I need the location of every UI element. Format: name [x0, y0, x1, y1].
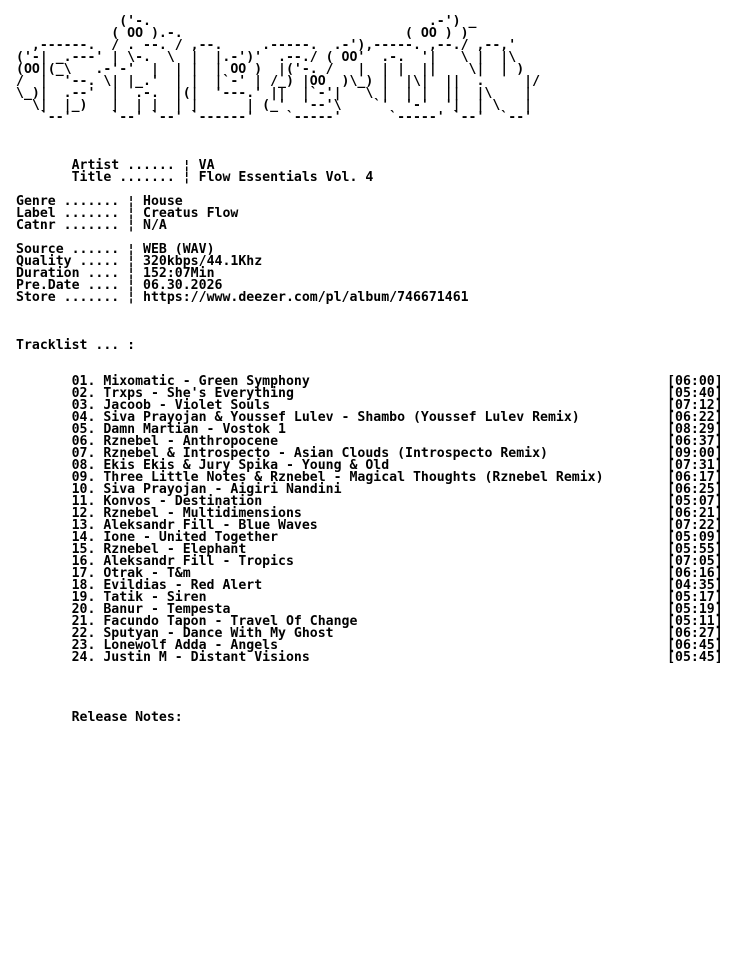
track-number: 04.	[16, 410, 96, 425]
release-notes-heading: Release Notes:	[16, 710, 183, 725]
track-duration: [07:31]	[667, 458, 723, 473]
meta-row-title	[16, 172, 723, 184]
blank-line	[16, 664, 723, 676]
track-title: Facundo Tapon - Travel Of Change	[95, 614, 668, 629]
meta-label: Artist ......	[16, 158, 175, 173]
track-number: 19.	[16, 590, 96, 605]
track-title: Sputyan - Dance With My Ghost	[95, 626, 668, 641]
track-number: 10.	[16, 482, 96, 497]
logo-art-line: ,------. / . --. / ,--. .-----. .-'),-----. ,--./ ,--,'	[16, 38, 517, 53]
track-title: Trxps - She's Everything	[95, 386, 668, 401]
meta-value: 152:07Min	[143, 266, 215, 281]
track-duration: [06:00]	[667, 374, 723, 389]
track-number: 01.	[16, 374, 96, 389]
track-number: 06.	[16, 434, 96, 449]
track-duration: [05:11]	[667, 614, 723, 629]
track-title: Three Little Notes & Rznebel - Magical Thoughts (Rznebel Remix)	[95, 470, 668, 485]
logo-art-line: `--' `--' `--' `------' `-----' `-----' `--' `--'	[16, 110, 533, 125]
track-number: 13.	[16, 518, 96, 533]
meta-label: Genre .......	[16, 194, 120, 209]
logo-art-line: ('-. .-') _	[16, 14, 477, 29]
logo-art-line: \_)| .--' | .-. |(| '---.' || |`-'| \ | | | || |\ |	[16, 86, 533, 101]
blank-line	[16, 124, 723, 136]
track-number: 09.	[16, 470, 96, 485]
meta-separator: ¦	[174, 158, 199, 173]
track-number: 18.	[16, 578, 96, 593]
blank-line	[16, 676, 723, 688]
track-title: Jacoob - Violet Souls	[95, 398, 668, 413]
track-title: Konvos - Destination	[95, 494, 668, 509]
meta-separator: ¦	[119, 266, 144, 281]
nfo-document	[16, 16, 723, 724]
meta-label: Catnr .......	[16, 218, 120, 233]
meta-label: Store .......	[16, 290, 120, 305]
meta-value: https://www.deezer.com/pl/album/746671461	[143, 290, 469, 305]
meta-separator: ¦	[119, 194, 144, 209]
meta-value: Flow Essentials Vol. 4	[198, 170, 374, 185]
meta-label: Label .......	[16, 206, 120, 221]
track-title: Rznebel & Introspecto - Asian Clouds (Introspecto Remix)	[95, 446, 668, 461]
logo-art-line: ('-| _.---' | \-. \ | |.-')' .--./ ( OO' .-. '| \ | |\	[16, 50, 517, 65]
logo-art-line: ( OO ).-. ( OO ) )	[16, 26, 469, 41]
track-number: 12.	[16, 506, 96, 521]
meta-separator: ¦	[119, 218, 144, 233]
track-title: Siva Prayojan & Youssef Lulev - Shambo (Youssef Lulev Remix)	[95, 410, 668, 425]
meta-separator: ¦	[119, 278, 144, 293]
track-duration: [06:21]	[667, 506, 723, 521]
track-number: 11.	[16, 494, 96, 509]
meta-label: Pre.Date ....	[16, 278, 120, 293]
meta-separator: ¦	[174, 170, 199, 185]
blank-line	[16, 316, 723, 328]
track-title: Rznebel - Anthropocene	[95, 434, 668, 449]
track-number: 21.	[16, 614, 96, 629]
logo-art-line: (OO|(_\ .-'-' | | | | OO ) |('-. / | | | || \| | )	[16, 62, 525, 77]
meta-value: N/A	[143, 218, 167, 233]
track-duration: [05:55]	[667, 542, 723, 557]
track-title: Mixomatic - Green Symphony	[95, 374, 668, 389]
meta-separator: ¦	[119, 254, 144, 269]
track-duration: [05:40]	[667, 386, 723, 401]
track-duration: [07:05]	[667, 554, 723, 569]
meta-separator: ¦	[119, 290, 144, 305]
track-duration: [06:37]	[667, 434, 723, 449]
blank-line	[16, 136, 723, 148]
track-number: 15.	[16, 542, 96, 557]
track-row	[16, 652, 723, 664]
track-title: Otrak - T&m	[95, 566, 668, 581]
blank-line	[16, 352, 723, 364]
track-duration: [05:07]	[667, 494, 723, 509]
track-title: Rznebel - Multidimensions	[95, 506, 668, 521]
track-duration: [05:09]	[667, 530, 723, 545]
track-title: Lonewolf Adda - Angels	[95, 638, 668, 653]
meta-label: Quality .....	[16, 254, 120, 269]
track-title: Ekis Ekis & Jury Spika - Young & Old	[95, 458, 668, 473]
track-duration: [05:45]	[667, 650, 723, 665]
track-title: Aleksandr Fill - Blue Waves	[95, 518, 668, 533]
meta-value: House	[143, 194, 183, 209]
meta-value: 06.30.2026	[143, 278, 223, 293]
meta-value: VA	[198, 158, 215, 173]
track-number: 16.	[16, 554, 96, 569]
track-title: Tatik - Siren	[95, 590, 668, 605]
track-number: 24.	[16, 650, 96, 665]
track-title: Aleksandr Fill - Tropics	[95, 554, 668, 569]
meta-separator: ¦	[119, 242, 144, 257]
track-duration: [06:27]	[667, 626, 723, 641]
track-number: 02.	[16, 386, 96, 401]
track-duration: [04:35]	[667, 578, 723, 593]
track-title: Justin M - Distant Visions	[95, 650, 668, 665]
track-title: Ione - United Together	[95, 530, 668, 545]
track-number: 08.	[16, 458, 96, 473]
meta-separator: ¦	[119, 206, 144, 221]
track-duration: [05:17]	[667, 590, 723, 605]
blank-line	[16, 688, 723, 700]
track-number: 14.	[16, 530, 96, 545]
track-number: 07.	[16, 446, 96, 461]
track-number: 17.	[16, 566, 96, 581]
meta-row-catnr	[16, 220, 723, 232]
track-number: 23.	[16, 638, 96, 653]
meta-label: Source ......	[16, 242, 120, 257]
meta-value: WEB (WAV)	[143, 242, 215, 257]
track-duration: [06:22]	[667, 410, 723, 425]
track-number: 05.	[16, 422, 96, 437]
track-duration: [08:29]	[667, 422, 723, 437]
meta-label: Title .......	[16, 170, 175, 185]
logo-art-line: \| |_) | | | | | | (_' '--'\ `' '-' '| | \ |	[16, 98, 533, 113]
track-duration: [07:22]	[667, 518, 723, 533]
track-duration: [09:00]	[667, 446, 723, 461]
track-duration: [06:25]	[667, 482, 723, 497]
meta-value: 320kbps/44.1Khz	[143, 254, 263, 269]
track-title: Evildias - Red Alert	[95, 578, 668, 593]
track-duration: [06:45]	[667, 638, 723, 653]
logo-art-line: / | '--. \| |_.' | | |`-' | /_) |OO )\_) | |\| || . |/	[16, 74, 541, 89]
track-title: Damn Martian - Vostok 1	[95, 422, 668, 437]
track-title: Banur - Tempesta	[95, 602, 668, 617]
meta-label: Duration ....	[16, 266, 120, 281]
track-title: Siva Prayojan - Aigiri Nandini	[95, 482, 668, 497]
track-title: Rznebel - Elephant	[95, 542, 668, 557]
track-duration: [06:17]	[667, 470, 723, 485]
track-number: 03.	[16, 398, 96, 413]
track-number: 22.	[16, 626, 96, 641]
track-duration: [07:12]	[667, 398, 723, 413]
tracklist-heading: Tracklist ... :	[16, 338, 136, 353]
blank-line	[16, 304, 723, 316]
track-duration: [06:16]	[667, 566, 723, 581]
track-number: 20.	[16, 602, 96, 617]
track-duration: [05:19]	[667, 602, 723, 617]
meta-value: Creatus Flow	[143, 206, 239, 221]
meta-row-store	[16, 292, 723, 304]
